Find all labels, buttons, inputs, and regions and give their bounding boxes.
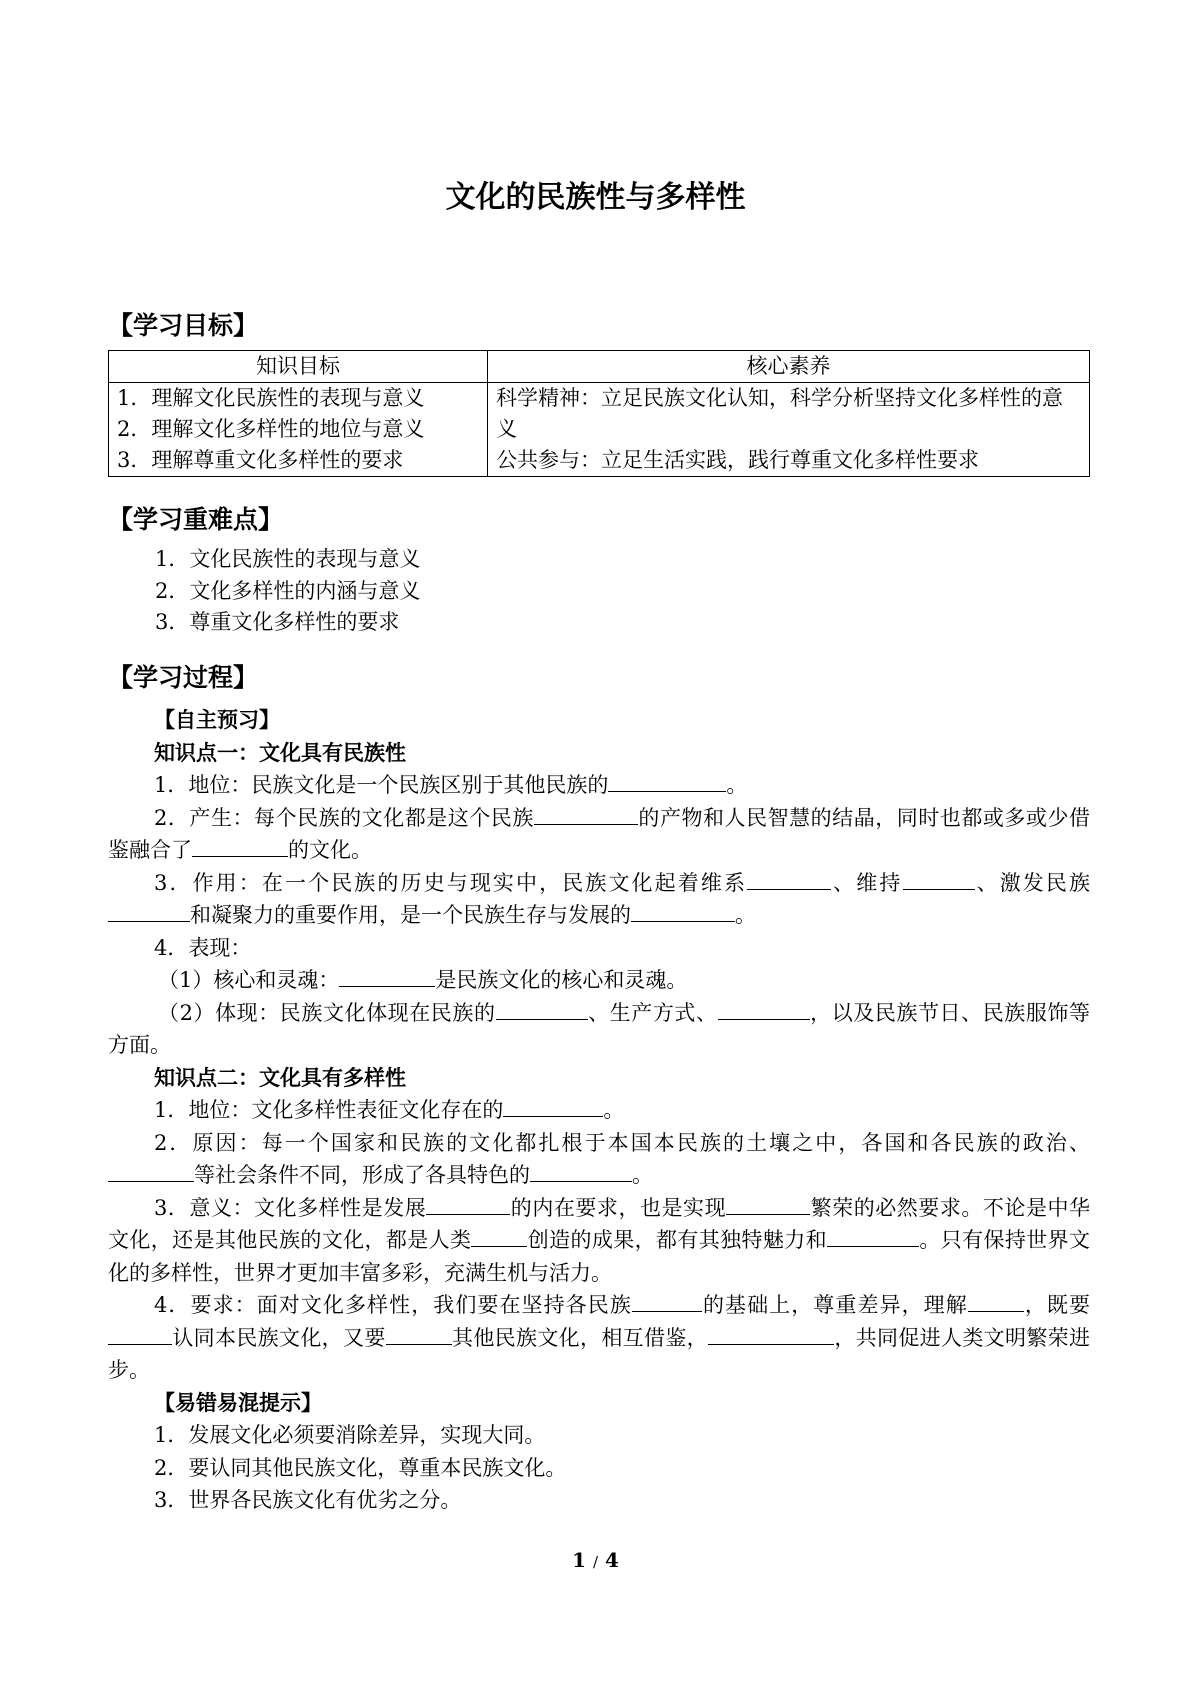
kp2-paragraph-3: 3．意义：文化多样性是发展 的内在要求，也是实现 繁荣的必然要求。不论是中华文化，还是其他民族的文化，都是人类 创造的成果，都有其独特魅力和 。只有保持世界文化的多样性，世界才更加丰富多彩，充满生机与活力。 — [108, 1195, 1091, 1285]
fill-blank[interactable] — [386, 1324, 452, 1345]
fill-blank[interactable] — [108, 1161, 194, 1182]
self-study-content — [108, 704, 1090, 1517]
competency-item: 科学精神：立足民族文化认知，科学分析坚持文化多样性的意义 — [496, 386, 1063, 441]
fill-blank[interactable] — [108, 1324, 172, 1345]
tip-item: 3．世界各民族文化有优劣之分。 — [154, 1488, 462, 1512]
header-knowledge: 知识目标 — [109, 351, 488, 383]
fill-blank[interactable] — [708, 1324, 834, 1345]
kp1-paragraph-3: 3．作用：在一个民族的历史与现实中，民族文化起着维系 、维持 、激发民族和凝聚力的重要作用，是一个民族生存与发展的 。 — [108, 867, 1090, 932]
competency-cell — [488, 383, 1090, 477]
section-heading-process: 【学习过程】 — [108, 663, 259, 692]
header-competency: 核心素养 — [488, 351, 1090, 383]
kp1-paragraph-2: 2．产生：每个民族的文化都是这个民族 的产物和人民智慧的结晶，同时也都或多或少借鉴融合了 的文化。 — [108, 805, 1091, 862]
list-item: 3．尊重文化多样性的要求 — [155, 610, 400, 634]
kp2-paragraph-2: 2．原因：每一个国家和民族的文化都扎根于本国本民族的土壤之中，各国和各民族的政治、等社会条件不同，形成了各具特色的 。 — [108, 1127, 1090, 1192]
fill-blank[interactable] — [471, 1226, 527, 1247]
page-number — [0, 1548, 1191, 1572]
knowledge-goals-cell — [109, 383, 488, 477]
tips-heading: 【易错易混提示】 — [154, 1390, 322, 1415]
list-item: 1．文化民族性的表现与意义 — [155, 547, 421, 571]
kp1-paragraph-4: 4．表现： — [154, 935, 252, 960]
kp2-paragraph-1: 1．地位：文化多样性表征文化存在的 。 — [154, 1098, 625, 1122]
fill-blank[interactable] — [968, 1291, 1024, 1312]
page-title: 文化的民族性与多样性 — [445, 180, 746, 215]
page-total: 4 — [605, 1548, 619, 1572]
section-heading-goals: 【学习目标】 — [108, 311, 259, 340]
tip-item: 1．发展文化必须要消除差异，实现大同。 — [154, 1423, 546, 1447]
goals-table-header-row — [109, 351, 1090, 383]
fill-blank[interactable] — [747, 869, 831, 890]
kp1-paragraph-4-2: （2）体现：民族文化体现在民族的 、生产方式、 ，以及民族节日、民族服饰等方面。 — [108, 1000, 1090, 1057]
fill-blank[interactable] — [718, 999, 810, 1020]
section-heading-key-points: 【学习重难点】 — [108, 505, 284, 534]
goals-table-body-row — [109, 383, 1090, 477]
fill-blank[interactable] — [339, 966, 435, 987]
fill-blank[interactable] — [496, 999, 588, 1020]
page-separator: / — [592, 1553, 599, 1571]
fill-blank[interactable] — [192, 836, 288, 857]
list-item: 2．文化多样性的内涵与意义 — [155, 578, 421, 603]
fill-blank[interactable] — [631, 901, 735, 922]
fill-blank[interactable] — [903, 869, 975, 890]
kp2-paragraph-4: 4．要求：面对文化多样性，我们要在坚持各民族 的基础上，尊重差异，理解 ，既要认同本民族文化，又要 其他民族文化，相互借鉴， ，共同促进人类文明繁荣进步。 — [108, 1293, 1091, 1382]
knowledge-point-2-heading: 知识点二：文化具有多样性 — [154, 1065, 406, 1090]
fill-blank[interactable] — [827, 1226, 919, 1247]
fill-blank[interactable] — [503, 1096, 603, 1117]
knowledge-goal-item: 3．理解尊重文化多样性的要求 — [117, 448, 404, 472]
fill-blank[interactable] — [608, 771, 726, 792]
fill-blank[interactable] — [530, 1161, 632, 1182]
kp1-paragraph-1: 1．地位：民族文化是一个民族区别于其他民族的 。 — [154, 773, 748, 797]
goals-table — [108, 350, 1090, 477]
page-current: 1 — [572, 1548, 586, 1572]
fill-blank[interactable] — [426, 1194, 510, 1215]
fill-blank[interactable] — [534, 804, 638, 825]
key-points-list — [155, 544, 420, 639]
knowledge-goal-item: 2．理解文化多样性的地位与意义 — [117, 417, 425, 441]
competency-item: 公共参与：立足生活实践，践行尊重文化多样性要求 — [496, 448, 979, 472]
kp1-paragraph-4-1: （1）核心和灵魂： 是民族文化的核心和灵魂。 — [158, 968, 688, 992]
tip-item: 2．要认同其他民族文化，尊重本民族文化。 — [154, 1455, 567, 1480]
knowledge-goal-item: 1．理解文化民族性的表现与意义 — [117, 386, 425, 410]
knowledge-point-1-heading: 知识点一：文化具有民族性 — [154, 740, 406, 765]
fill-blank[interactable] — [108, 901, 190, 922]
fill-blank[interactable] — [726, 1194, 810, 1215]
fill-blank[interactable] — [632, 1291, 702, 1312]
self-study-heading: 【自主预习】 — [154, 708, 280, 732]
